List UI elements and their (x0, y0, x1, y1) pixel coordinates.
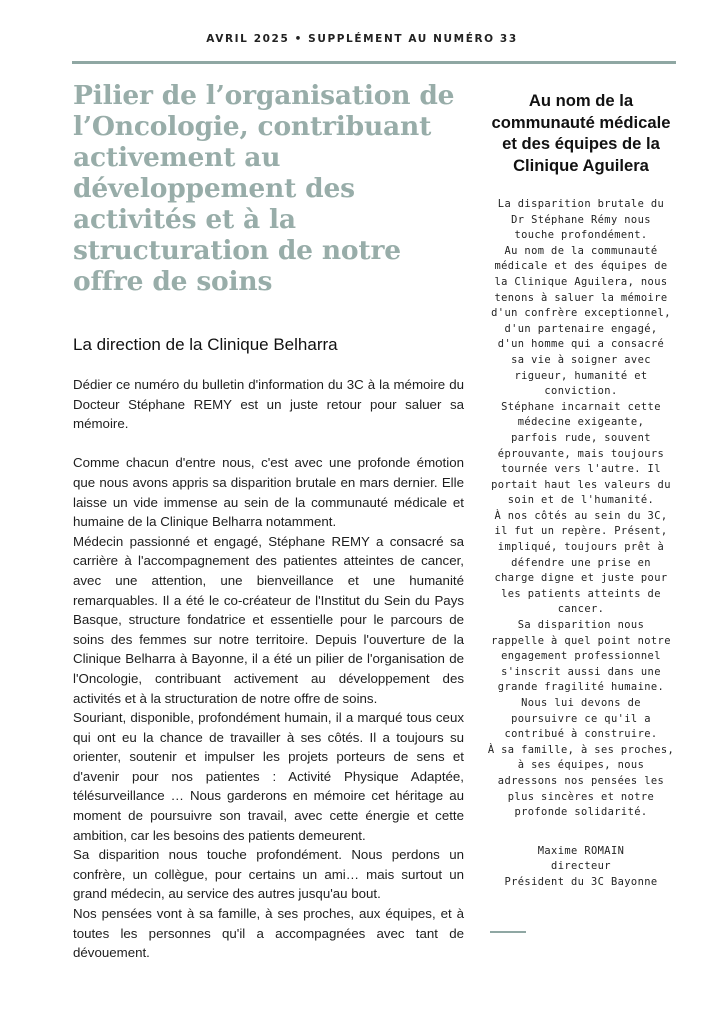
signature-name: Maxime ROMAIN (537, 844, 625, 857)
sidebar-line: d'un confrère exceptionnel, (491, 307, 671, 320)
article-paragraph: Souriant, disponible, profondément humain, il a marqué tous ceux qui ont eu la chance de travailler à ses côtés. Il a toujours su orienter, soutenir et impulser les projets porteurs de sens et d'avenir pour nos patientes : Activité Physique Adaptée, télésurveillance … Nous garderons en mémoire cet héritage au moment de poursuivre son travail, avec cette énergie et cette ambition, car les besoins des patients demeurent. (73, 710, 464, 843)
sidebar-line: d'un partenaire engagé, (504, 322, 658, 335)
sidebar-line: défendre une prise en (511, 556, 651, 569)
article-subhead: La direction de la Clinique Belharra (73, 335, 338, 354)
sidebar-line: Sa disparition nous (517, 619, 645, 632)
article-paragraph: Comme chacun d'entre nous, c'est avec une profonde émotion que nous avons appris sa disparition brutale en mars dernier. Elle laisse un vide immense au sein de la communauté médicale et humaine de la Clinique Belharra notamment. (73, 455, 464, 530)
main-article (73, 80, 464, 963)
signature-role: directeur (551, 860, 611, 873)
sidebar-line: touche profondément. (514, 229, 648, 242)
sidebar-line: les patients atteints de (501, 587, 661, 600)
sidebar-line: médecine exigeante, (517, 416, 645, 429)
sidebar-text (487, 197, 675, 821)
article-paragraph: Sa disparition nous touche profondément. Nous perdons un confrère, un collègue, pour certains un ami… mais surtout un grand médecin, au service des autres jusqu'au bout. (73, 847, 464, 902)
sidebar-line: Au nom de la communauté (504, 244, 658, 257)
article-paragraph: Nos pensées vont à sa famille, à ses proches, aux équipes, et à toutes les personnes qu'il a accompagnées avec tant de dévouement. (73, 906, 464, 961)
sidebar-line: portait haut les valeurs du (491, 478, 671, 491)
article-paragraph: Médecin passionné et engagé, Stéphane REMY a consacré sa carrière à l'accompagnement des patientes atteintes de cancer, avec une attention, une bienveillance et une humanité remarquables. Il a été le co-créateur de l'Institut du Sein du Pays Basque, structure fondatrice et essentielle pour le parcours de soins des femmes sur notre territoire. Depuis l'ouverture de la Clinique Belharra à Bayonne, il a été un pilier de l'organisation de l'Oncologie, contribuant activement au développement des activités et à la structuration de notre offre de soins. (73, 533, 464, 706)
sidebar-line: rappelle à quel point notre (491, 634, 671, 647)
sidebar-line: s'inscrit aussi dans une (501, 665, 661, 678)
sidebar-line: contribué à construire. (504, 728, 658, 741)
sidebar-line: poursuivre ce qu'il a (511, 712, 651, 725)
sidebar-line: Stéphane incarnait cette (501, 400, 661, 413)
sidebar-line: à ses équipes, nous (517, 759, 645, 772)
sidebar-line: parfois rude, souvent (511, 431, 651, 444)
article-body (73, 375, 464, 963)
article-paragraph: Dédier ce numéro du bulletin d'information du 3C à la mémoire du Docteur Stéphane REMY est un juste retour pour saluer sa mémoire. (73, 377, 464, 432)
sidebar-line: À nos côtés au sein du 3C, (494, 509, 668, 522)
sidebar-line: plus sincères et notre (507, 790, 655, 803)
sidebar-line: éprouvante, mais toujours (497, 447, 665, 460)
sidebar-line: tenons à saluer la mémoire (494, 291, 668, 304)
sidebar-line: profonde solidarité. (514, 806, 648, 819)
sidebar-line: grande fragilité humaine. (497, 681, 665, 694)
sidebar-line: médicale et des équipes de (494, 260, 668, 273)
sidebar-line: Dr Stéphane Rémy nous (511, 213, 651, 226)
sidebar-title: Au nom de la communauté médicale et des équipes de la Clinique Aguilera (491, 91, 671, 175)
sidebar-line: Nous lui devons de (521, 697, 641, 709)
sidebar-tribute (487, 90, 675, 890)
signature-block (487, 844, 675, 890)
sidebar-line: la Clinique Aguilera, nous (494, 275, 668, 288)
sidebar-line: cancer. (557, 603, 605, 616)
sidebar-line: La disparition brutale du (497, 198, 665, 210)
sidebar-line: tournée vers l'autre. Il (501, 463, 661, 476)
header-divider (72, 61, 676, 64)
sidebar-line: impliqué, toujours prêt à (497, 541, 665, 554)
sidebar-line: adressons nos pensées les (497, 774, 665, 787)
article-headline: Pilier de l’organisation de l’Oncologie, contribuant activement au développement des activités et à la structuration de notre offre de soins (73, 80, 455, 297)
sidebar-divider (490, 931, 526, 933)
sidebar-line: charge digne et juste pour (494, 572, 668, 585)
sidebar-line: sa vie à soigner avec (511, 353, 651, 366)
sidebar-line: d'un homme qui a consacré (497, 338, 665, 351)
sidebar-line: il fut un repère. Présent, (494, 525, 668, 538)
signature-title: Président du 3C Bayonne (504, 875, 658, 888)
sidebar-line: engagement professionnel (501, 650, 661, 663)
sidebar-line: soin et de l'humanité. (507, 494, 655, 507)
sidebar-line: rigueur, humanité et (514, 369, 648, 382)
issue-header: AVRIL 2025 • SUPPLÉMENT AU NUMÉRO 33 (206, 33, 518, 45)
sidebar-line: À sa famille, à ses proches, (487, 743, 675, 756)
sidebar-line: conviction. (544, 385, 618, 398)
